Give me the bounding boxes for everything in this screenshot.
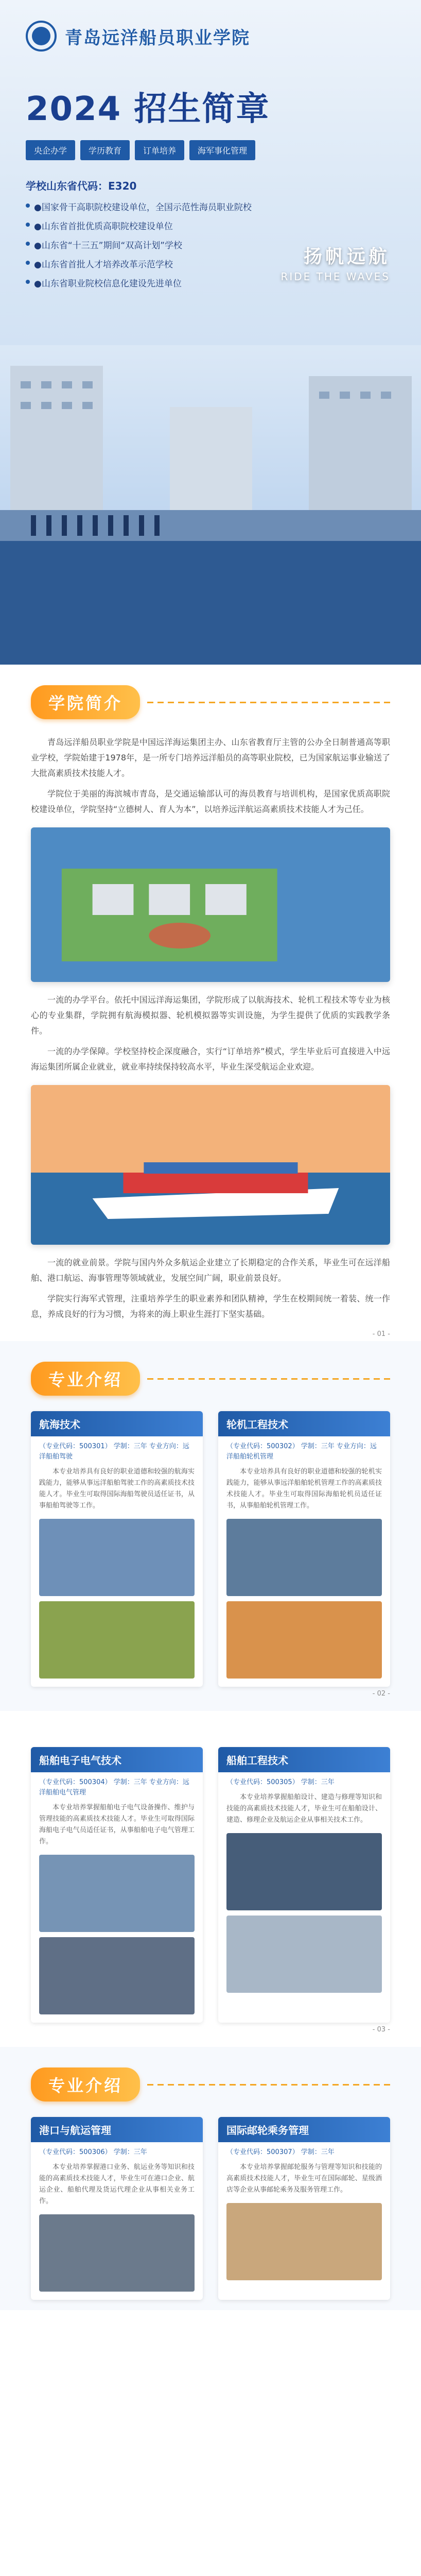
feature-item: ●山东省首批优质高职院校建设单位 bbox=[26, 219, 395, 232]
tag: 海军事化管理 bbox=[189, 140, 255, 160]
photo bbox=[226, 1916, 382, 1993]
page-title: 2024 招生简章 bbox=[26, 90, 270, 128]
majors-section-2 bbox=[0, 1711, 421, 2047]
school-header bbox=[0, 0, 421, 52]
photo bbox=[39, 2214, 195, 2292]
major-meta: （专业代码：500301） 学制：三年 专业方向：远洋船舶驾驶 bbox=[39, 1443, 189, 1461]
section-title: 学院简介 bbox=[31, 685, 140, 719]
tag: 订单培养 bbox=[135, 140, 184, 160]
page-number: - 02 - bbox=[372, 1690, 390, 1698]
page-number: - 03 - bbox=[372, 2026, 390, 2033]
major-photos bbox=[218, 1833, 390, 2001]
major-name: 航海技术 bbox=[31, 1411, 203, 1436]
majors-section-1 bbox=[0, 1341, 421, 1711]
major-card-cruise-service bbox=[218, 2117, 390, 2300]
feature-item: ●山东省首批人才培养改革示范学校 bbox=[26, 257, 395, 270]
paragraph: 学院实行海军式管理，注重培养学生的职业素养和团队精神，学生在校期间统一着装、统一作息，养成良好的行为习惯，为将来的海上职业生涯打下坚实基础。 bbox=[31, 1294, 390, 1319]
major-meta: （专业代码：500307） 学制：三年 bbox=[226, 2148, 335, 2156]
majors-section-3 bbox=[0, 2047, 421, 2310]
paragraph: 一流的就业前景。学院与国内外众多航运企业建立了长期稳定的合作关系，毕业生可在远洋船舶、港口航运、海事管理等领域就业，发展空间广阔，职业前景良好。 bbox=[31, 1258, 390, 1283]
major-photos bbox=[31, 2214, 203, 2300]
divider bbox=[147, 1378, 390, 1380]
major-meta: （专业代码：500306） 学制：三年 bbox=[39, 2148, 147, 2156]
major-card-electrical bbox=[31, 1747, 203, 2023]
major-desc: 本专业培养掌握船舶电子电气设备操作、维护与管理技能的高素质技术技能人才。毕业生可取得国际海船电子电气员适任证书，从事船舶电子电气管理工作。 bbox=[39, 1804, 195, 1845]
tag-list bbox=[0, 130, 421, 160]
section-title: 专业介绍 bbox=[31, 1362, 140, 1396]
section-title: 专业介绍 bbox=[31, 2067, 140, 2102]
section-header bbox=[0, 685, 421, 719]
section-header bbox=[0, 2067, 421, 2102]
major-name: 船舶电子电气技术 bbox=[31, 1747, 203, 1772]
feature-item: ●国家骨干高职院校建设单位，全国示范性海员职业院校 bbox=[26, 200, 395, 213]
photo bbox=[226, 1519, 382, 1596]
major-grid bbox=[0, 1732, 421, 2023]
section-header bbox=[0, 1362, 421, 1396]
major-grid bbox=[0, 2102, 421, 2300]
major-photos bbox=[31, 1855, 203, 2023]
school-name: 青岛远洋船员职业学院 bbox=[65, 27, 250, 48]
photo bbox=[226, 1601, 382, 1679]
major-meta: （专业代码：500304） 学制：三年 专业方向：远洋船舶电气管理 bbox=[39, 1778, 189, 1797]
photo bbox=[39, 1519, 195, 1596]
tag: 央企办学 bbox=[26, 140, 75, 160]
hero-section bbox=[0, 0, 421, 665]
photo bbox=[226, 1833, 382, 1910]
paragraph: 一流的办学平台。依托中国远洋海运集团，学院形成了以航海技术、轮机工程技术等专业为核心的专业集群，学院拥有航海模拟器、轮机模拟器等实训设施，为学生提供了优质的实践教学条件。 bbox=[31, 995, 390, 1036]
major-photos bbox=[218, 1519, 390, 1687]
major-card-marine-engineering bbox=[218, 1411, 390, 1687]
slogan bbox=[280, 242, 390, 283]
major-card-port-shipping bbox=[31, 2117, 203, 2300]
major-desc: 本专业培养掌握船舶设计、建造与修理等知识和技能的高素质技术技能人才，毕业生可在船舶设计、建造、修理企业及航运企业从事相关技术工作。 bbox=[226, 1793, 382, 1824]
divider bbox=[147, 2084, 390, 2086]
major-card-navigation bbox=[31, 1411, 203, 1687]
tag: 学历教育 bbox=[80, 140, 130, 160]
paragraph: 青岛远洋船员职业学院是中国远洋海运集团主办、山东省教育厅主管的公办全日制普通高等职业学校，学院始建于1978年，是一所专门培养远洋船员的高等职业院校，已为国家航运事业输送了大批高素质技术技能人才。 bbox=[31, 737, 390, 778]
major-desc: 本专业培养掌握港口业务、航运业务等知识和技能的高素质技术技能人才，毕业生可在港口企业、航运企业、船舶代理及货运代理企业从事相关业务工作。 bbox=[39, 2163, 195, 2205]
major-grid bbox=[0, 1396, 421, 1687]
major-card-ship-engineering bbox=[218, 1747, 390, 2023]
major-desc: 本专业培养具有良好的职业道德和较强的航海实践能力，能够从事远洋船舶驾驶工作的高素质技术技能人才。毕业生可取得国际海船驾驶员适任证书，从事船舶驾驶等工作。 bbox=[39, 1468, 195, 1510]
major-name: 船舶工程技术 bbox=[218, 1747, 390, 1772]
photo bbox=[226, 2203, 382, 2280]
major-name: 国际邮轮乘务管理 bbox=[218, 2117, 390, 2142]
school-code: 学校山东省代码：E320 bbox=[26, 180, 137, 192]
campus-scene-image bbox=[0, 345, 421, 665]
major-name: 港口与航运管理 bbox=[31, 2117, 203, 2142]
paragraph: 一流的办学保障。学校坚持校企深度融合，实行“订单培养”模式，学生毕业后可直接进入中远海运集团所属企业就业，就业率持续保持较高水平，毕业生深受航运企业欢迎。 bbox=[31, 1046, 390, 1072]
major-meta: （专业代码：500305） 学制：三年 bbox=[226, 1778, 335, 1786]
photo bbox=[39, 1855, 195, 1932]
container-ship-image bbox=[31, 1085, 390, 1245]
intro-section bbox=[0, 665, 421, 1341]
school-emblem-icon bbox=[26, 21, 57, 52]
paragraph: 学院位于美丽的海滨城市青岛，是交通运输部认可的海员教育与培训机构，是国家优质高职院校建设单位，学院坚持“立德树人、育人为本”，以培养远洋航运高素质技术技能人才为己任。 bbox=[31, 789, 390, 814]
major-meta: （专业代码：500302） 学制：三年 专业方向：远洋船舶轮机管理 bbox=[226, 1443, 377, 1461]
feature-item: ●山东省职业院校信息化建设先进单位 bbox=[26, 276, 395, 289]
photo bbox=[39, 1601, 195, 1679]
feature-item: ●山东省“十三五”期间“双高计划”学校 bbox=[26, 238, 395, 251]
major-desc: 本专业培养掌握邮轮服务与管理等知识和技能的高素质技术技能人才，毕业生可在国际邮轮、星级酒店等企业从事邮轮乘务及服务管理工作。 bbox=[226, 2163, 382, 2194]
major-photos bbox=[218, 2203, 390, 2289]
divider bbox=[147, 702, 390, 703]
major-name: 轮机工程技术 bbox=[218, 1411, 390, 1436]
photo bbox=[39, 1937, 195, 2014]
campus-aerial-image bbox=[31, 827, 390, 982]
major-desc: 本专业培养具有良好的职业道德和较强的轮机实践能力，能够从事远洋船舶轮机管理工作的高素质技术技能人才。毕业生可取得国际海船轮机员适任证书，从事船舶轮机管理工作。 bbox=[226, 1468, 382, 1510]
slogan-en: RIDE THE WAVES bbox=[280, 270, 390, 283]
slogan-cn: 扬帆远航 bbox=[303, 246, 390, 267]
page-number: - 01 - bbox=[372, 1330, 390, 1338]
major-photos bbox=[31, 1519, 203, 1687]
